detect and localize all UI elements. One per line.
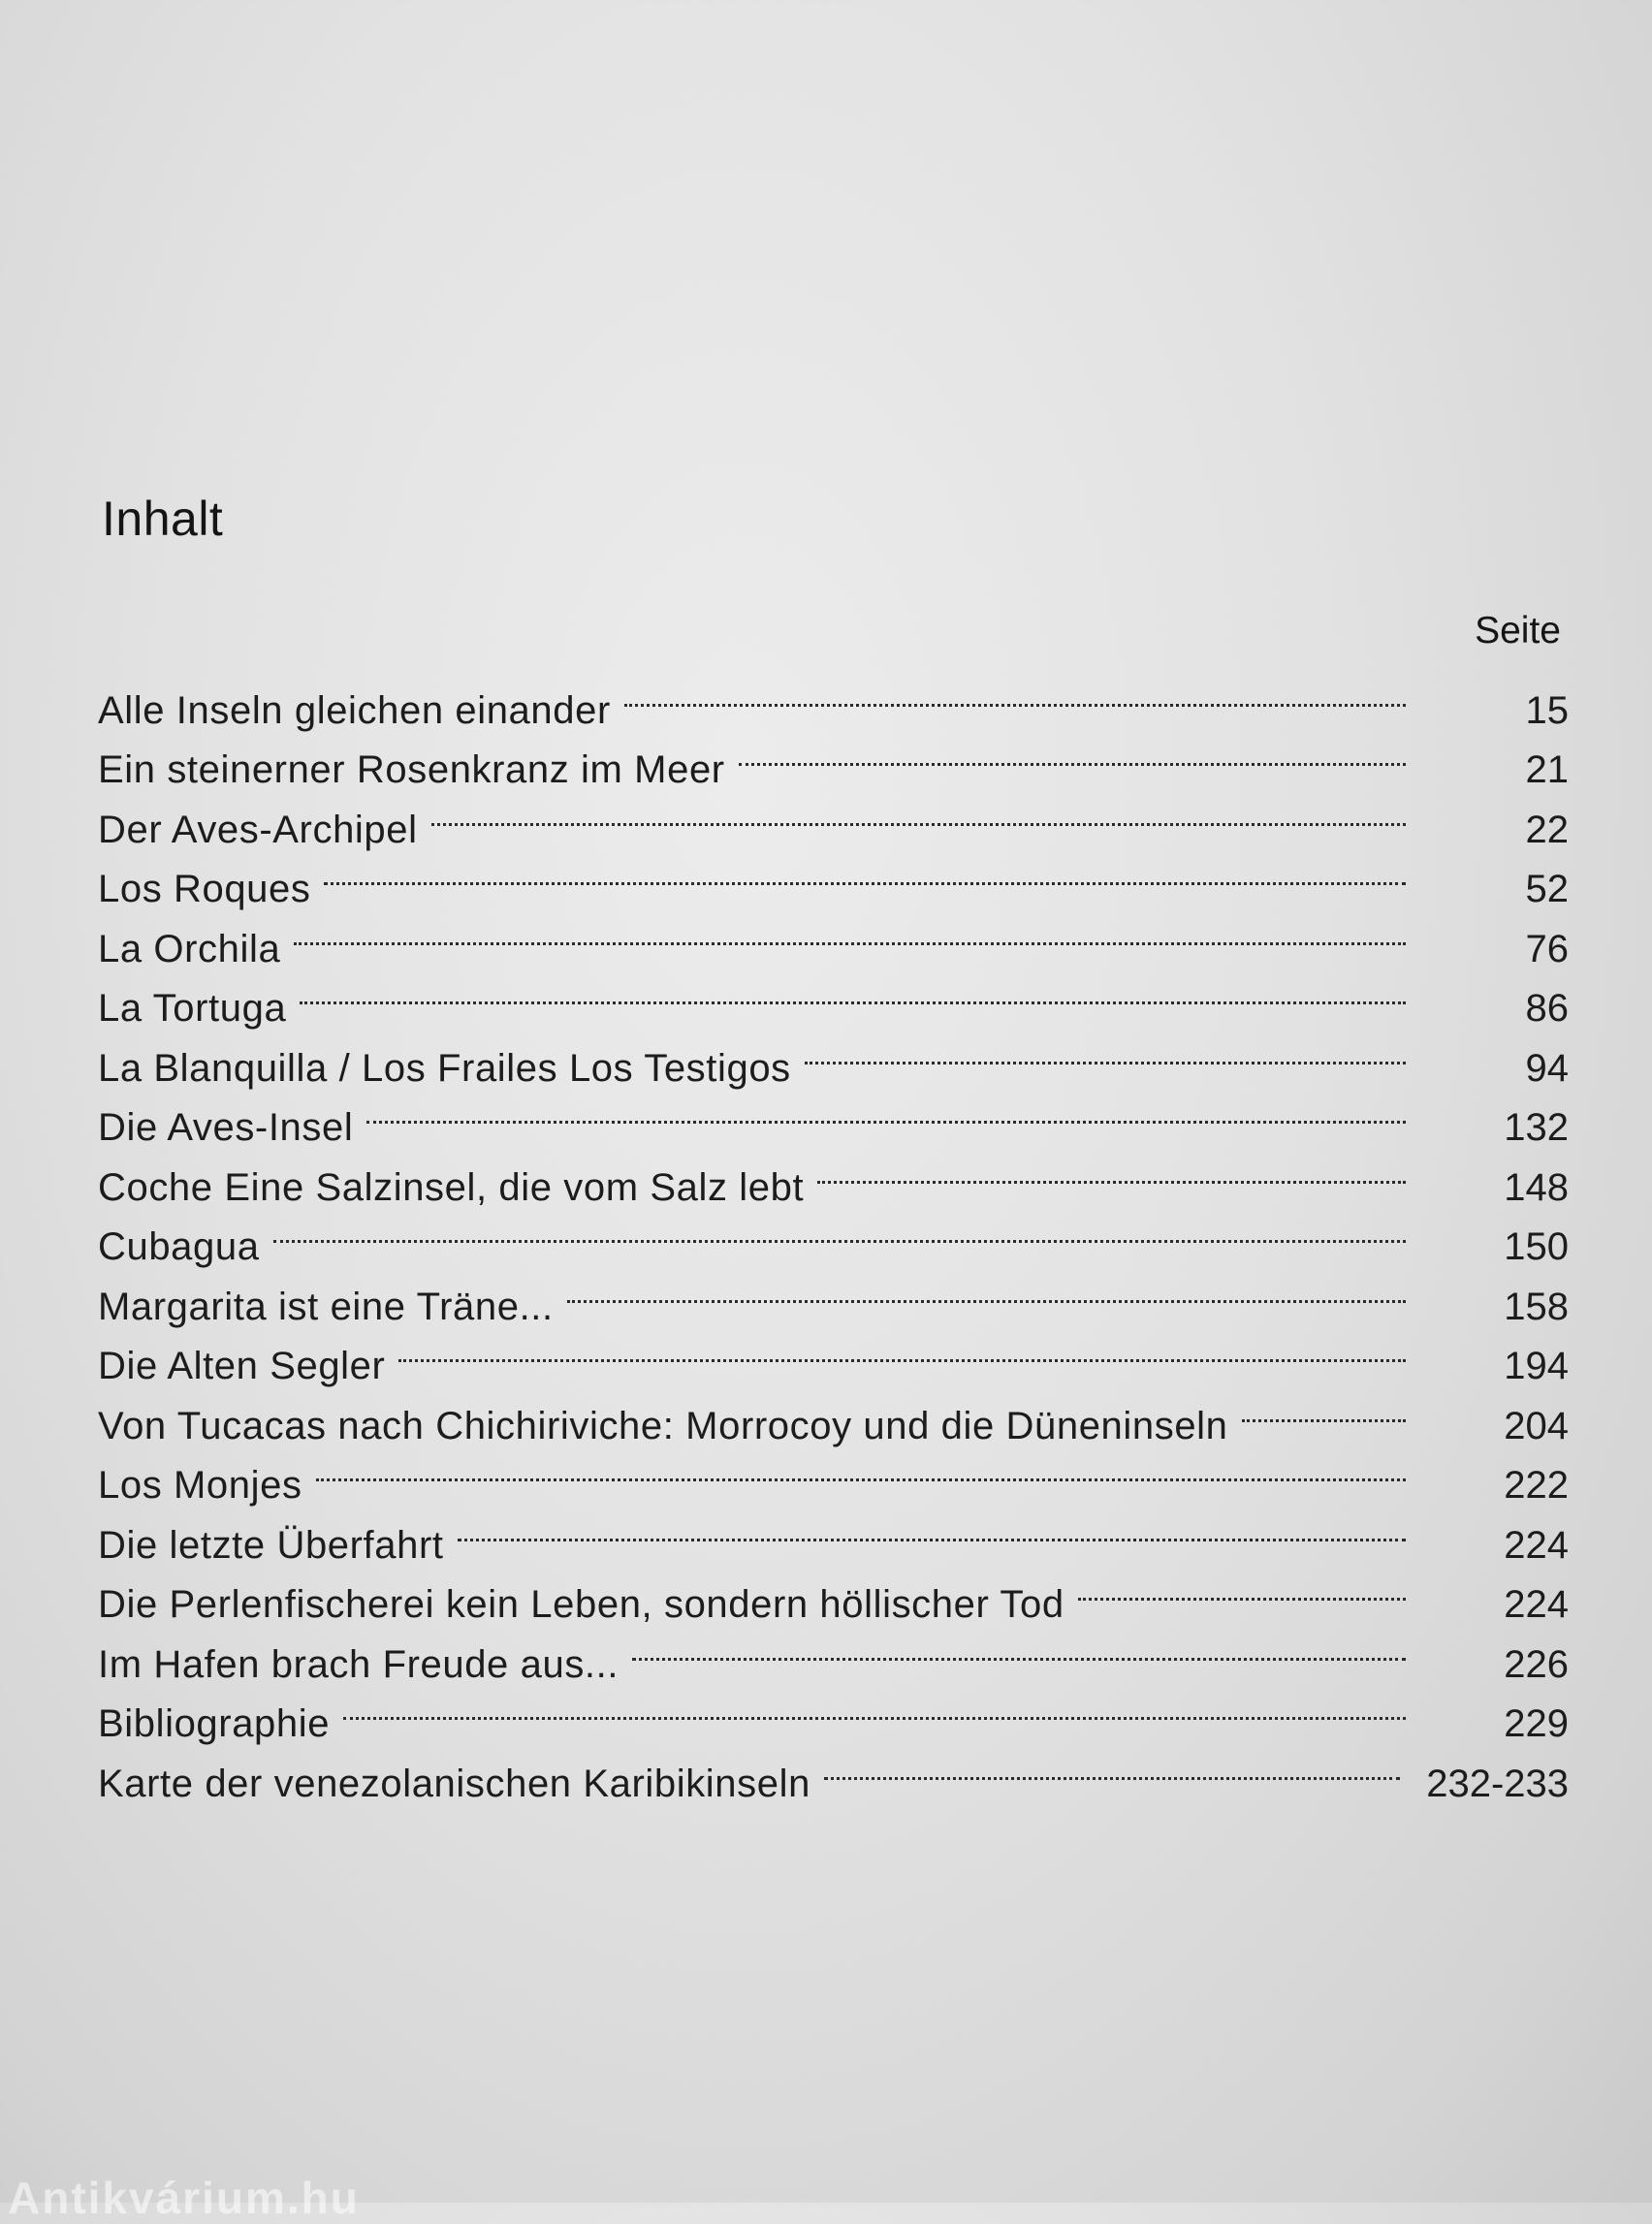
toc-entry xyxy=(98,902,1569,970)
toc-entry-title: Bibliographie xyxy=(98,1702,331,1745)
toc-entry-page: 132 xyxy=(1504,1106,1569,1149)
toc-entry-title: Im Hafen brach Freude aus... xyxy=(98,1642,620,1686)
toc-entry-page: 226 xyxy=(1504,1642,1569,1686)
dot-leader xyxy=(567,1259,1406,1319)
toc-entry-page: 150 xyxy=(1504,1225,1569,1268)
toc-entry-page: 229 xyxy=(1504,1702,1569,1745)
dot-leader xyxy=(273,1200,1406,1260)
toc-entry-title: Margarita ist eine Träne... xyxy=(98,1285,554,1328)
toc-entry-title: Los Monjes xyxy=(98,1464,302,1507)
toc-entry xyxy=(98,1259,1569,1328)
dot-leader xyxy=(817,1140,1406,1200)
dot-leader xyxy=(739,723,1406,783)
toc-entry-title: Alle Inseln gleichen einander xyxy=(98,688,611,732)
dot-leader xyxy=(324,842,1406,903)
toc-entry-title: Der Aves-Archipel xyxy=(98,808,418,851)
toc-entry-title: La Blanquilla / Los Frailes Los Testigos xyxy=(98,1046,791,1090)
dot-leader xyxy=(632,1617,1406,1677)
toc-entry-title: Coche Eine Salzinsel, die vom Salz lebt xyxy=(98,1165,805,1209)
toc-entry xyxy=(98,1439,1569,1507)
toc-entry-title: Ein steinerner Rosenkranz im Meer xyxy=(98,748,725,791)
toc-entry xyxy=(98,1021,1569,1090)
toc-entry-title: La Orchila xyxy=(98,927,281,970)
toc-entry xyxy=(98,1200,1569,1268)
dot-leader xyxy=(316,1439,1406,1499)
toc-entry-page: 204 xyxy=(1504,1404,1569,1447)
dot-leader xyxy=(300,962,1406,1022)
toc-entry-page: 224 xyxy=(1504,1583,1569,1626)
toc-entry-page: 224 xyxy=(1504,1523,1569,1567)
dot-leader xyxy=(1078,1558,1406,1618)
dot-leader xyxy=(343,1677,1406,1737)
watermark: Antikvárium.hu xyxy=(8,2173,360,2223)
toc-entry-page: 158 xyxy=(1504,1285,1569,1328)
toc-entry-title: Von Tucacas nach Chichiriviche: Morrocoy und die Düneninseln xyxy=(98,1404,1228,1447)
dot-leader xyxy=(1242,1379,1406,1439)
toc-entry-page: 232-233 xyxy=(1426,1762,1569,1805)
toc-entry-title: Karte der venezolanischen Karibikinseln xyxy=(98,1762,810,1805)
dot-leader xyxy=(805,1021,1406,1081)
toc-entry-page: 94 xyxy=(1525,1046,1569,1090)
toc-entry-page: 52 xyxy=(1525,868,1569,910)
toc-entry xyxy=(98,663,1569,732)
toc-entry-title: Die Aves-Insel xyxy=(98,1106,354,1149)
dot-leader xyxy=(398,1319,1406,1380)
toc-entry-page: 194 xyxy=(1504,1345,1569,1387)
toc-entry-page: 222 xyxy=(1504,1464,1569,1507)
table-of-contents xyxy=(98,663,1569,1805)
toc-entry-title: Los Roques xyxy=(98,868,311,910)
toc-entry-title: Die letzte Überfahrt xyxy=(98,1523,444,1567)
dot-leader xyxy=(824,1736,1400,1796)
dot-leader xyxy=(366,1081,1406,1141)
toc-entry-title: Die Perlenfischerei kein Leben, sondern höllischer Tod xyxy=(98,1583,1064,1626)
toc-entry-page: 86 xyxy=(1525,987,1569,1030)
dot-leader xyxy=(624,663,1406,723)
page-title: Inhalt xyxy=(102,492,224,546)
toc-entry-page: 148 xyxy=(1504,1165,1569,1209)
toc-entry-page: 15 xyxy=(1525,688,1569,732)
dot-leader xyxy=(431,782,1406,842)
toc-entry-page: 76 xyxy=(1525,927,1569,970)
toc-entry-title: Die Alten Segler xyxy=(98,1345,386,1387)
page-column-label: Seite xyxy=(1475,610,1561,651)
toc-entry-title: Cubagua xyxy=(98,1225,260,1268)
toc-entry xyxy=(98,1498,1569,1567)
toc-entry-title: La Tortuga xyxy=(98,987,287,1030)
toc-entry-page: 21 xyxy=(1525,748,1569,791)
toc-entry-page: 22 xyxy=(1525,808,1569,851)
dot-leader xyxy=(458,1498,1406,1558)
toc-entry xyxy=(98,962,1569,1030)
dot-leader xyxy=(294,902,1406,962)
